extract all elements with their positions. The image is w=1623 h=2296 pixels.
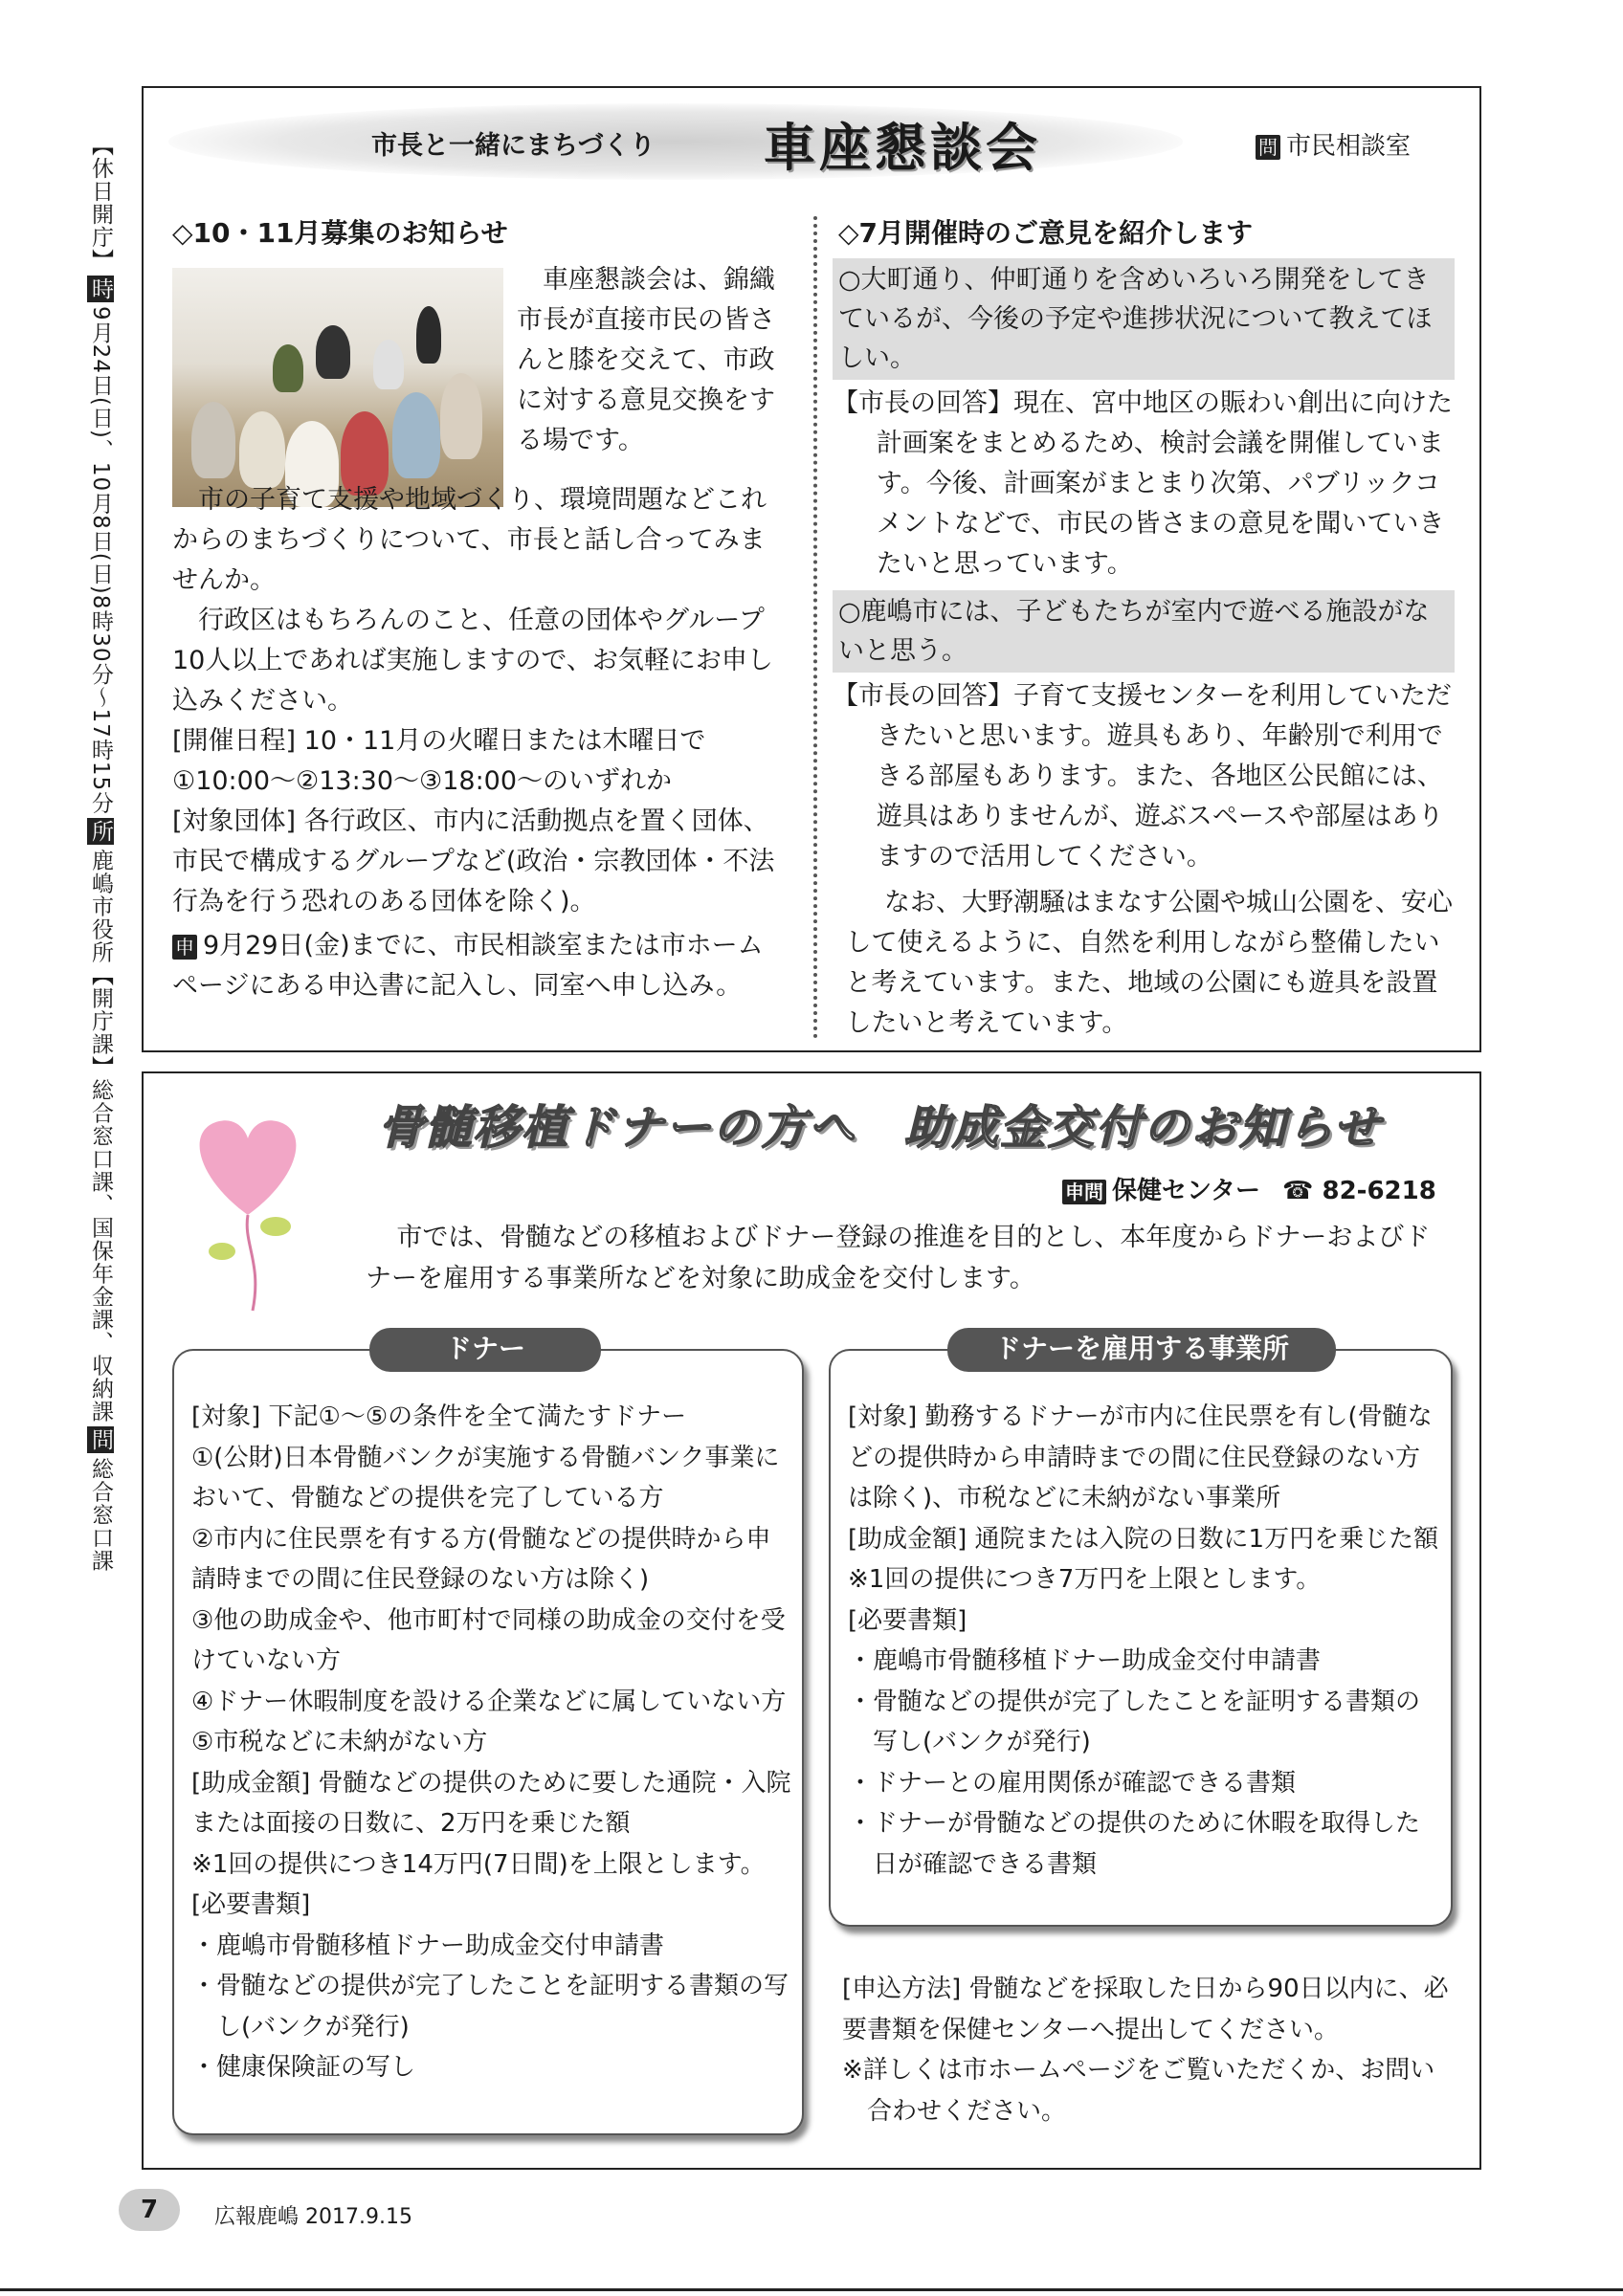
limit: ※1回の提供につき7万円を上限とします。 [848,1565,1322,1594]
amount: [助成金額] 骨髄などの提供のために要した通院・入院または面接の日数に、2万円を乗じた額 [191,1768,791,1838]
doc-item: ・ドナーが骨髄などの提供のために休暇を取得した日が確認できる書類 [848,1809,1421,1879]
holiday-place: 鹿嶋市役所 [88,849,113,964]
heart-balloon-icon [176,1110,320,1320]
donor-title: 骨髄移植ドナーの方へ 助成金交付のお知らせ [378,1101,1382,1155]
question-box: ○鹿嶋市には、子どもたちが室内で遊べる施設がないと思う。 [833,590,1455,673]
donor-panel-text [191,1397,794,2088]
depts-label: 【開庁課】 [88,963,113,1079]
condition-item: ⑤市税などに未納がない方 [191,1728,488,1756]
donor-intro: 市では、骨髄などの移植およびドナー登録の推進を目的とし、本年度からドナーおよびドナーを雇用する事業所などを対象に助成金を交付します。 [366,1223,1431,1293]
holiday-label: 【休日開庁】 [88,134,113,272]
doc-item: ・鹿嶋市骨髄移植ドナー助成金交付申請書 [191,1931,665,1960]
bottom-rule [0,2288,1623,2291]
inquiry-icon: 問 [1256,135,1280,160]
docs-label: [必要書類] [191,1890,311,1919]
holiday-contact: 総合窓口課 [88,1457,113,1573]
contact-icon: 問 [88,1428,113,1452]
page-number: 7 [119,2189,180,2231]
condition-item: ④ドナー休暇制度を設ける企業などに属していない方 [191,1687,787,1716]
donor-contact [1062,1171,1436,1206]
time-icon: 時 [88,277,113,300]
apply-text: 9月29日(金)までに、市民相談室または市ホームページにある申込書に記入し、同室へ申し込み。 [172,931,764,1001]
holiday-time: 9月24日(日)、10月8日(日)8時30分～17時15分 [88,306,113,815]
answer: 【市長の回答】現在、宮中地区の賑わい創出に向けた計画案をまとめるため、検討会議を開催しています。今後、計画案がまとまり次第、パブリックコメントなどで、市民の皆さまの意見を聞いていきたいと思っています。 [833,388,1453,579]
meeting-photo [172,268,503,507]
contact-info [1256,126,1411,162]
doc-item: ・ドナーとの雇用関係が確認できる書類 [848,1768,1297,1798]
place-icon: 所 [88,820,113,844]
intro-text [517,260,781,461]
donor-label: ドナー [369,1328,601,1372]
column-divider [813,216,817,1039]
target-item: [対象団体] 各行政区、市内に活動拠点を置く団体、市民で構成するグループなど(政治・宗教団体・不法行為を行う恐れのある団体を除く)。 [172,806,775,916]
apply-item [172,926,785,1006]
target: [対象] 下記①～⑤の条件を全て満たすドナー [191,1402,687,1431]
recruitment-body [172,480,785,1006]
phone-number: 82-6218 [1322,1177,1436,1205]
apply-inquiry-icon: 申問 [1062,1180,1106,1204]
schedule-item: [開催日程] 10・11月の火曜日または木曜日で①10:00～②13:30～③18:00～のいずれか [172,726,706,796]
contact-dept: 市民相談室 [1286,132,1412,161]
opinions-heading: ◇7月開催時のご意見を紹介します [838,217,1254,249]
paragraph: 市の子育て支援や地域づくり、環境問題などこれからのまちづくりについて、市長と話し合ってみませんか。 [172,485,767,595]
paragraph: 行政区はもちろんのこと、任意の団体やグループ10人以上であれば実施しますので、お気軽にお申し込みください。 [172,606,773,716]
section-title: 車座懇談会 [764,118,1041,178]
condition-item: ③他の助成金や、他市町村で同様の助成金の交付を受けていない方 [191,1605,786,1675]
limit: ※1回の提供につき14万円(7日間)を上限とします。 [191,1849,766,1879]
doc-item: ・鹿嶋市骨髄移植ドナー助成金交付申請書 [848,1646,1322,1675]
answer: 【市長の回答】子育て支援センターを利用していただきたいと思います。遊具もあり、年齢別で利用できる部屋もあります。また、各地区公民館には、遊具はありませんが、遊ぶスペースや部屋はありますので活用してください。 [833,681,1452,872]
question-box: ○大町通り、仲町通りを含めいろいろ開発をしてきているが、今後の予定や進捗状況について教えてほしい。 [833,258,1455,380]
answer-note: なお、大野潮騒はまなす公園や城山公園を、安心して使えるように、自然を利用しながら整備したいと考えています。また、地域の公園にも遊具を設置したいと考えています。 [845,888,1453,1038]
target: [対象] 勤務するドナーが市内に住民票を有し(骨髄などの提供時から申請時までの間に住民登録のない方は除く)、市税などに未納がない事業所 [848,1402,1433,1512]
opinions-body [833,258,1455,1044]
side-info-column [75,134,113,1572]
phone-icon: ☎ [1282,1177,1314,1205]
section-subtitle: 市長と一緒にまちづくり [371,131,656,161]
amount: [助成金額] 通院または入院の日数に1万円を乗じた額 [848,1524,1439,1554]
intro-paragraph: 車座懇談会は、錦織市長が直接市民の皆さんと膝を交えて、市政に対する意見交換をする場です。 [517,265,775,455]
employer-label: ドナーを雇用する事業所 [947,1328,1336,1372]
doc-item: ・骨髄などの提供が完了したことを証明する書類の写し(バンクが発行) [191,1972,789,2042]
recruitment-heading: ◇10・11月募集のお知らせ [172,217,508,249]
holiday-depts: 総合窓口課、国保年金課、収納課 [88,1078,113,1424]
publication-info: 広報鹿嶋 2017.9.15 [214,2205,412,2229]
condition-item: ①(公財)日本骨髄バンクが実施する骨髄バンク事業において、骨髄などの提供を完了している方 [191,1443,780,1512]
docs-label: [必要書類] [848,1605,967,1635]
apply-note: ※詳しくは市ホームページをご覧いただくか、お問い合わせください。 [842,2056,1435,2126]
doc-item: ・骨髄などの提供が完了したことを証明する書類の写し(バンクが発行) [848,1687,1421,1756]
contact-dept: 保健センター [1112,1177,1260,1205]
application-method [842,1969,1455,2131]
apply-text: [申込方法] 骨髄などを採取した日から90日以内に、必要書類を保健センターへ提出してください。 [842,1975,1449,2044]
doc-item: ・健康保険証の写し [191,2053,416,2082]
employer-panel-text [848,1397,1441,1885]
condition-item: ②市内に住民票を有する方(骨髄などの提供時から申請時までの間に住民登録のない方は除く) [191,1524,771,1594]
apply-icon: 申 [172,935,197,960]
